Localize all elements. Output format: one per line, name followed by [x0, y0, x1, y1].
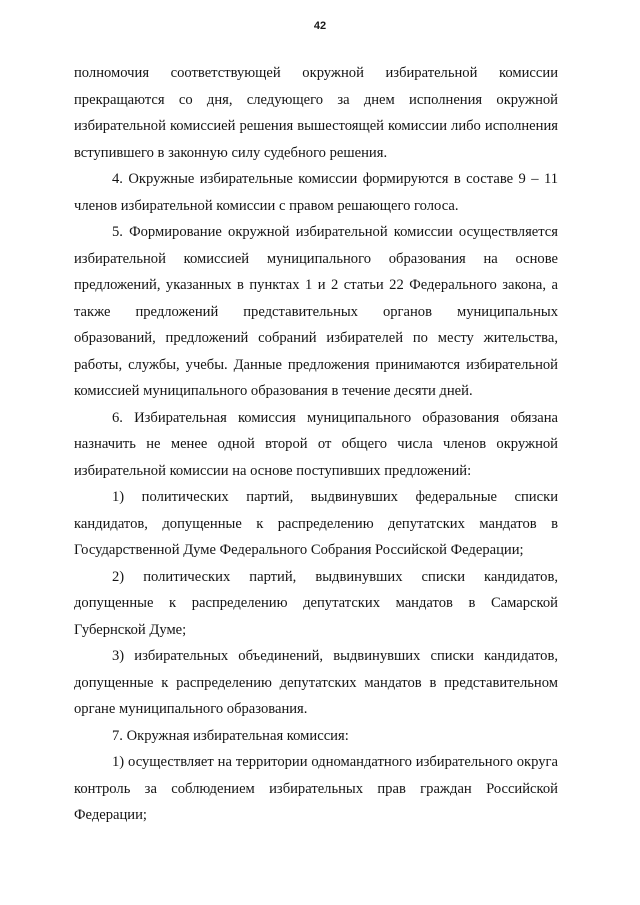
- page-number: 42: [313, 20, 327, 32]
- paragraph-continuation: полномочия соответствующей окружной избирательной комиссии прекращаются со дня, следующего за днем исполнения окружной избирательной комиссией решения вышестоящей комиссии либо исполнения вступившего в законную силу судебного решения.: [74, 65, 558, 161]
- paragraph-subitem-6-2: 2) политических партий, выдвинувших списки кандидатов, допущенные к распределению депутатских мандатов в Самарской Губернской Думе;: [74, 568, 558, 638]
- paragraph-subitem-7-1: 1) осуществляет на территории одномандатного избирательного округа контроль за соблюдением избирательных прав граждан Российской Федерации;: [74, 754, 558, 823]
- paragraph-subitem-6-3: 3) избирательных объединений, выдвинувших списки кандидатов, допущенные к распределению депутатских мандатов в представительном органе муниципального образования.: [74, 648, 558, 717]
- paragraph-item-5: 5. Формирование окружной избирательной комиссии осуществляется избирательной комиссией муниципального образования на основе предложений, указанных в пунктах 1 и 2 статьи 22 Федерального закона, а также предложений представительных органов муниципальных образований, предложений собраний избирателей по месту жительства, работы, службы, учебы. Данные предложения принимаются избирательной комиссией муниципального образования в течение десяти дней.: [74, 224, 558, 399]
- paragraph-item-7: 7. Окружная избирательная комиссия:: [112, 727, 349, 744]
- paragraph-item-4: 4. Окружные избирательные комиссии формируются в составе 9 – 11 членов избирательной комиссии с правом решающего голоса.: [74, 171, 558, 214]
- paragraph-item-6: 6. Избирательная комиссия муниципального образования обязана назначить не менее одной второй от общего числа членов окружной избирательной комиссии на основе поступивших предложений:: [74, 409, 558, 479]
- document-body: [74, 60, 558, 829]
- paragraph-subitem-6-1: 1) политических партий, выдвинувших федеральные списки кандидатов, допущенные к распределению депутатских мандатов в Государственной Думе Федерального Собрания Российской Федерации;: [74, 489, 558, 558]
